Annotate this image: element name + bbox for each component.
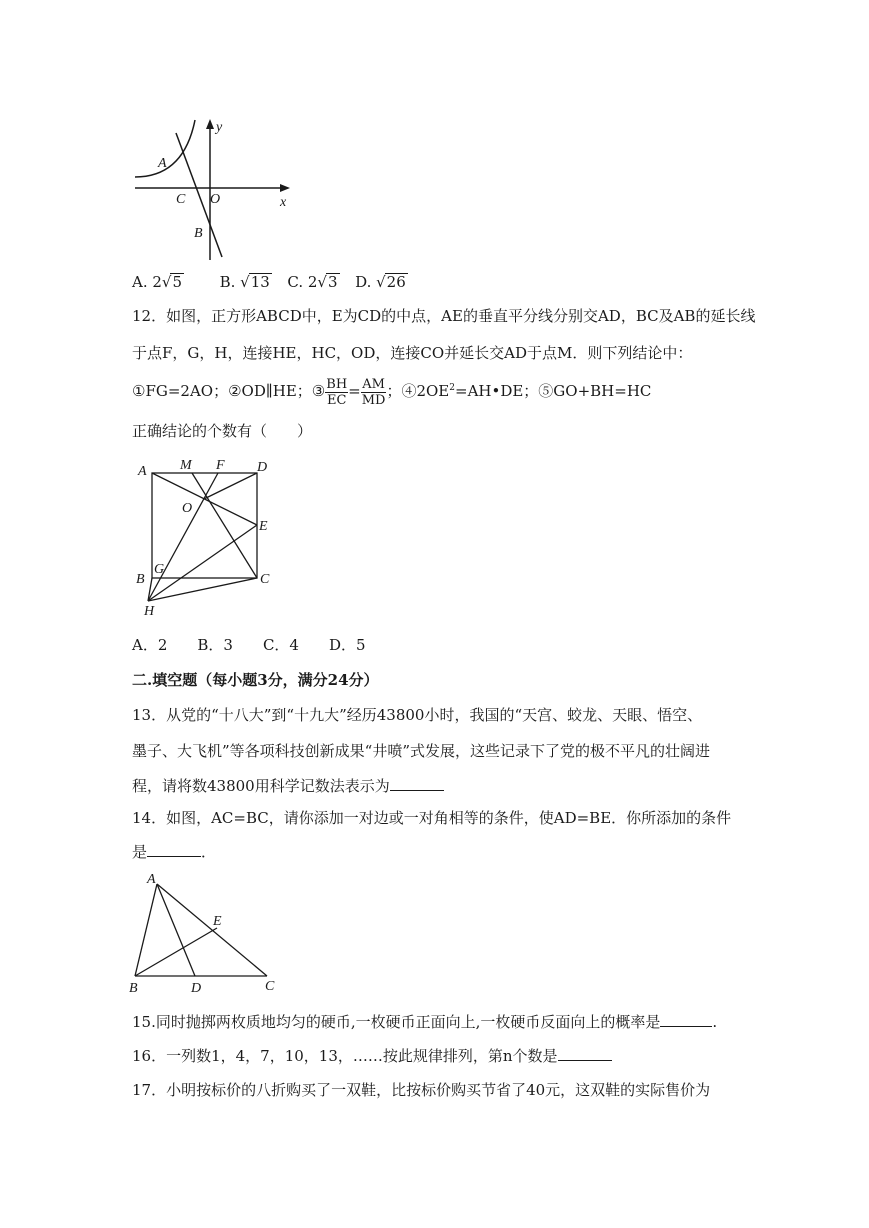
- q11-options: A. 2√5 B. √13 C. 2√3 D. √26: [132, 273, 406, 291]
- figure-q11-graph: [130, 115, 300, 265]
- label-D: D: [257, 460, 268, 475]
- figure-q12-square: [130, 455, 280, 620]
- label-C: C: [265, 979, 275, 994]
- label-C: C: [176, 192, 186, 207]
- q12-options: A．2 B．3 C．4 D．5: [132, 636, 366, 654]
- fraction-am-md: $\frac{AM}{MD}$: [361, 376, 386, 408]
- q15: 15.同时抛掷两枚质地均匀的硬币,一枚硬币正面向上,一枚硬币反面向上的概率是 .: [132, 1013, 718, 1031]
- q12-question: 正确结论的个数有（ ）: [132, 422, 313, 440]
- q12-line2: 于点F，G，H，连接HE，HC，OD，连接CO并延长交AD于点M．则下列结论中：: [132, 344, 693, 362]
- fraction-bh-ec: $\frac{BH}{EC}$: [326, 376, 348, 408]
- label-y: y: [216, 120, 223, 135]
- label-B: B: [129, 981, 138, 996]
- q13-line1: 13．从党的“十八大”到“十九大”经历43800小时，我国的“天宫、蛟龙、天眼、悟空、: [132, 706, 703, 724]
- q13-line3: 程，请将数43800用科学记数法表示为: [132, 776, 444, 796]
- q16: 16．一列数1，4，7，10，13，……按此规律排列，第n个数是: [132, 1046, 612, 1066]
- q12-conclusions: ①FG=2AO；②OD∥HE；③ $\frac{BH}{EC}$ = $\frac{AM}{MD}$ ；$④2OE^2=AH•DE$；⑤GO+BH=HC: [132, 376, 652, 408]
- label-C: C: [260, 572, 270, 587]
- answer-blank: [558, 1046, 612, 1061]
- q14-line2: 是 ．: [132, 843, 217, 861]
- q12-line1: 12．如图，正方形ABCD中，E为CD的中点，AE的垂直平分线分别交AD，BC及AB的延长线: [132, 307, 756, 325]
- q13-line2: 墨子、大飞机”等各项科技创新成果“井喷”式发展，这些记录下了党的极不平凡的壮阔进: [132, 742, 711, 760]
- label-O: O: [210, 192, 221, 207]
- label-B: B: [194, 226, 203, 241]
- label-x: x: [280, 195, 287, 210]
- answer-blank: [660, 1012, 712, 1027]
- label-H: H: [144, 604, 155, 619]
- answer-blank: [390, 776, 444, 791]
- label-A: A: [138, 464, 147, 479]
- label-A: A: [147, 872, 156, 887]
- label-F: F: [216, 458, 225, 473]
- label-E: E: [213, 914, 222, 929]
- label-O: O: [182, 501, 193, 516]
- label-G: G: [154, 562, 165, 577]
- label-M: M: [180, 458, 192, 473]
- q17: 17．小明按标价的八折购买了一双鞋，比按标价购买节省了40元，这双鞋的实际售价为: [132, 1081, 711, 1099]
- answer-blank: [147, 842, 201, 857]
- figure-q14-triangle: [125, 868, 285, 998]
- label-E: E: [259, 519, 268, 534]
- section-heading-fill-in: 二.填空题（每小题3分，满分24分）: [132, 671, 379, 689]
- label-B: B: [136, 572, 145, 587]
- label-A: A: [158, 156, 167, 171]
- q14-line1: 14．如图，AC=BC，请你添加一对边或一对角相等的条件，使AD=BE．你所添加的条件: [132, 809, 732, 827]
- label-D: D: [191, 981, 202, 996]
